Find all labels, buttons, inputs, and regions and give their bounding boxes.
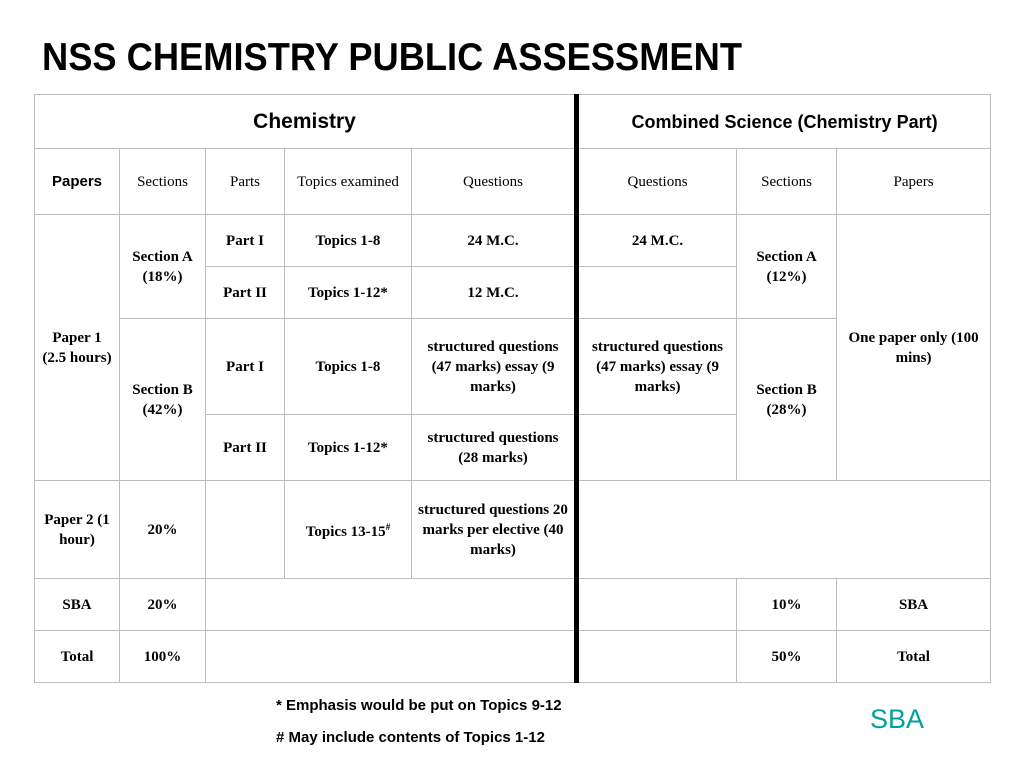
page-title: NSS CHEMISTRY PUBLIC ASSESSMENT bbox=[42, 36, 742, 79]
questions-cell: 12 M.C. bbox=[412, 267, 577, 319]
assessment-table bbox=[34, 94, 991, 683]
section-a-label: Section A (18%) bbox=[120, 215, 206, 319]
topics-cell: Topics 1-8 bbox=[285, 215, 412, 267]
sba-link[interactable]: SBA bbox=[870, 704, 925, 734]
total-cs-weight: 50% bbox=[737, 631, 837, 683]
table-header-row bbox=[35, 95, 991, 149]
total-empty bbox=[206, 631, 577, 683]
col-questions: Questions bbox=[412, 149, 577, 215]
part-label: Part II bbox=[206, 415, 285, 481]
questions-cell: structured questions (28 marks) bbox=[412, 415, 577, 481]
sba-cs-weight: 10% bbox=[737, 579, 837, 631]
part-label: Part I bbox=[206, 215, 285, 267]
chemistry-header: Chemistry bbox=[35, 95, 577, 149]
total-weight: 100% bbox=[120, 631, 206, 683]
table-row bbox=[35, 631, 991, 683]
column-header-row bbox=[35, 149, 991, 215]
sba-weight: 20% bbox=[120, 579, 206, 631]
topics-cell: Topics 1-12* bbox=[285, 415, 412, 481]
cs-questions-cell: 24 M.C. bbox=[577, 215, 737, 267]
paper2-topics bbox=[285, 481, 412, 579]
paper2-topics-mark: # bbox=[385, 522, 391, 532]
total-cs-label: Total bbox=[837, 631, 991, 683]
questions-cell: 24 M.C. bbox=[412, 215, 577, 267]
paper2-label: Paper 2 (1 hour) bbox=[35, 481, 120, 579]
total-cs-empty bbox=[577, 631, 737, 683]
paper2-topics-text: Topics 13-15 bbox=[305, 524, 386, 540]
cs-section-a-label: Section A (12%) bbox=[737, 215, 837, 319]
topics-cell: Topics 1-12* bbox=[285, 267, 412, 319]
col-cs-questions: Questions bbox=[577, 149, 737, 215]
cs-paper-label: One paper only (100 mins) bbox=[837, 215, 991, 481]
part-label: Part I bbox=[206, 319, 285, 415]
sba-cs-empty bbox=[577, 579, 737, 631]
paper2-questions: structured questions 20 marks per elective (40 marks) bbox=[412, 481, 577, 579]
paper2-parts-empty bbox=[206, 481, 285, 579]
sba-label: SBA bbox=[35, 579, 120, 631]
col-cs-papers: Papers bbox=[837, 149, 991, 215]
paper1-label: Paper 1 (2.5 hours) bbox=[35, 215, 120, 481]
cs-questions-cell-empty bbox=[577, 415, 737, 481]
section-b-label: Section B (42%) bbox=[120, 319, 206, 481]
col-papers: Papers bbox=[35, 149, 120, 215]
col-parts: Parts bbox=[206, 149, 285, 215]
cs-questions-cell: structured questions (47 marks) essay (9 marks) bbox=[577, 319, 737, 415]
sba-cs-label: SBA bbox=[837, 579, 991, 631]
col-sections: Sections bbox=[120, 149, 206, 215]
table-row bbox=[35, 481, 991, 579]
table-row bbox=[35, 215, 991, 267]
paper2-cs-empty bbox=[577, 481, 991, 579]
col-cs-sections: Sections bbox=[737, 149, 837, 215]
col-topics: Topics examined bbox=[285, 149, 412, 215]
cs-questions-cell-empty bbox=[577, 267, 737, 319]
sba-empty bbox=[206, 579, 577, 631]
questions-cell: structured questions (47 marks) essay (9 marks) bbox=[412, 319, 577, 415]
total-label: Total bbox=[35, 631, 120, 683]
footnote-emphasis: * Emphasis would be put on Topics 9-12 bbox=[276, 697, 562, 714]
table-row bbox=[35, 579, 991, 631]
combined-science-header: Combined Science (Chemistry Part) bbox=[577, 95, 991, 149]
cs-section-b-label: Section B (28%) bbox=[737, 319, 837, 481]
paper2-weight: 20% bbox=[120, 481, 206, 579]
topics-cell: Topics 1-8 bbox=[285, 319, 412, 415]
footnote-hash: # May include contents of Topics 1-12 bbox=[276, 729, 545, 746]
part-label: Part II bbox=[206, 267, 285, 319]
